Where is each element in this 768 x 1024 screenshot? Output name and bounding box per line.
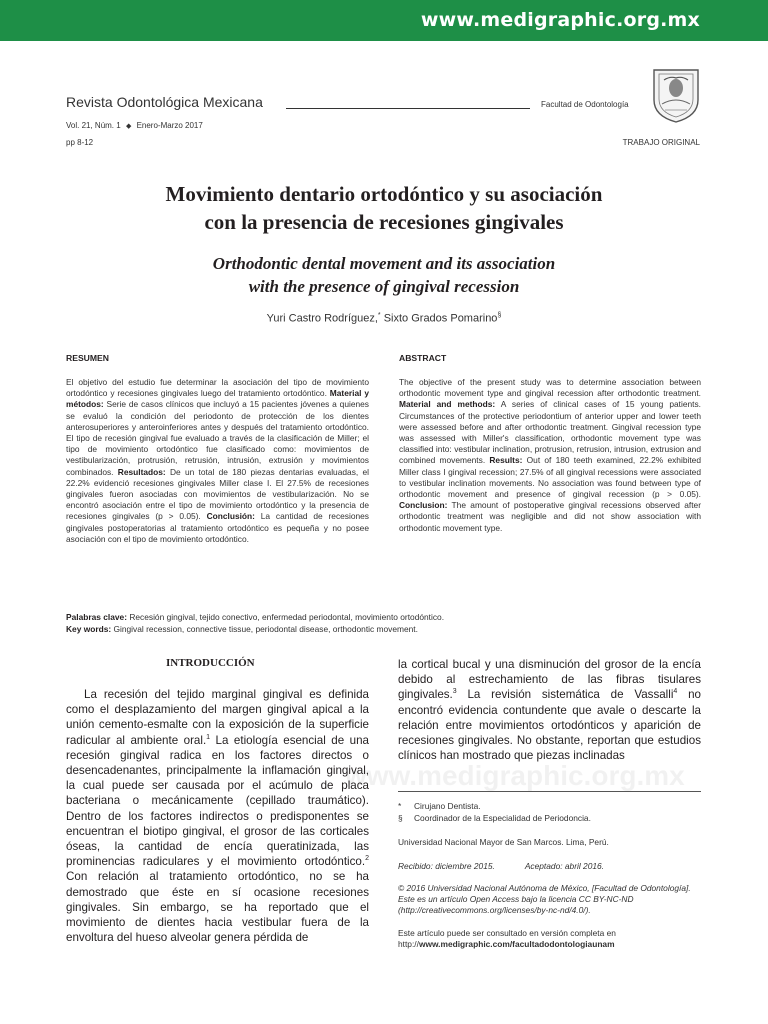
author-1: Yuri Castro Rodríguez,: [266, 312, 378, 325]
resumen-results: De un total de 180 piezas dentarias evaluadas, el 22.2% evidenció recesiones gingivales Miller clase I. El 27.5% de recesiones gingivales fueron asociadas con movimientos de vestibularización. No se encontró asociación entre el tipo de movimiento ortodóntico y la presencia de recesiones gingivales (p > 0.05).: [66, 466, 369, 522]
ref-3: 3: [452, 688, 457, 696]
subtitle-line-2: with the presence of gingival recession: [248, 277, 520, 296]
footnote-2: [398, 813, 591, 823]
abstract-results-label: Results:: [489, 455, 523, 466]
palabras-clave-label: Palabras clave:: [66, 612, 127, 622]
resumen-conclusion: La cantidad de recesiones gingivales postoperatorias al tratamiento ortodóntico es pequeña y no posee asociación con el tipo de movimiento ortodóntico.: [66, 511, 369, 544]
author-2: Sixto Grados Pomarino: [380, 312, 498, 325]
resumen-objective: El objetivo del estudio fue determinar la asociación del tipo de movimiento ortodóntico y recesiones gingivales luego del tratamiento ortodóntico.: [66, 377, 369, 399]
intro-right-column: [398, 657, 701, 763]
affiliation: Universidad Nacional Mayor de San Marcos. Lima, Perú.: [398, 837, 609, 847]
abstract-methods-label: Material and methods:: [399, 399, 496, 410]
resumen-methods-label: Material y métodos:: [66, 388, 369, 410]
subtitle-line-1: Orthodontic dental movement and its association: [212, 254, 556, 273]
online-link-prefix: http://: [398, 939, 419, 950]
intro-left-column: [66, 687, 369, 945]
page-range: pp 8-12: [66, 138, 94, 147]
banner-url[interactable]: www.medigraphic.org.mx: [420, 9, 700, 31]
online-label: Este artículo puede ser consultado en versión completa en: [398, 928, 616, 938]
footnote-1-text: Cirujano Dentista.: [414, 801, 481, 811]
abstract-conclusion: The amount of postoperative gingival recessions observed after orthodontic treatment was negligible and did not show association with orthodontic movement type.: [399, 500, 701, 533]
abstract-conclusion-label: Conclusion:: [399, 500, 448, 511]
footnote-1-mark: *: [398, 801, 402, 811]
title-line-1: Movimiento dentario ortodóntico y su asociación: [165, 182, 603, 206]
ref-4: 4: [673, 688, 678, 696]
article-type: TRABAJO ORIGINAL: [622, 138, 700, 147]
online-link-line: [398, 939, 704, 950]
palabras-clave: [66, 612, 706, 622]
article-title: [100, 180, 668, 236]
dates: [398, 861, 704, 872]
abstract-heading: ABSTRACT: [399, 353, 447, 363]
resumen-results-label: Resultados:: [117, 466, 166, 477]
resumen-body: [66, 377, 369, 545]
key-words-text: Gingival recession, connective tissue, periodontal disease, orthodontic movement.: [111, 624, 418, 634]
footnote-1: [398, 801, 481, 811]
resumen-methods: Serie de casos clínicos que incluyó a 15 pacientes jóvenes a quienes se evaluó la condición del periodonto de protección de los dientes anterosuperiores y anteroinferiores antes y después del tratamiento ortodóntico. El tipo de recesión gingival fue evaluado a través de la clasificación de Miller; el tipo de movimiento ortodóntico fue clasificado como: movimientos de vestibularización, protrusión, retrusión, intrusión, extrusión y movimientos combinados.: [66, 399, 369, 477]
unam-seal-icon: [650, 66, 702, 124]
journal-rule: [286, 108, 530, 109]
top-banner: [0, 0, 768, 41]
intro-text-a: La recesión del tejido marginal gingival es definida como el desplazamiento del margen gingival apical a la unión cemento-esmalte con la exposición de la superficie radicular al ambiente oral.: [66, 688, 369, 747]
intro-text-f: no encontró evidencia contundente que avale o descarte la relación entre movimientos ortodónticos y aparición de recesiones gingivales. No obstante, reportan que estudios clínicos han mostrado que piezas inclinadas: [398, 688, 702, 763]
resumen-heading: RESUMEN: [66, 353, 109, 363]
resumen-conclusion-label: Conclusión:: [206, 511, 255, 522]
key-words: [66, 624, 706, 634]
intro-text-c: Con relación al tratamiento ortodóntico, no se ha demostrado que éste en sí ocasione recesiones gingivales. Sin embargo, se ha reportado que el movimiento de dientes hacia vestibular fuera de la envoltura del hueso alveolar genera pérdida de: [66, 870, 369, 945]
article-subtitle: [100, 252, 668, 298]
abstract-objective: The objective of the present study was to determine association between orthodontic movement type and gingival recession after orthodontic treatment.: [399, 377, 701, 399]
online-link[interactable]: www.medigraphic.com/facultadodontologiaunam: [418, 939, 615, 950]
intro-text-b: La etiología esencial de una recesión gingival radica en los factores directos o desencadenantes, principalmente la inflamación gingival, la cual puede ser causada por el acúmulo de placa bacteriana o mecánicamente (cepillado traumático). Dentro de los factores indirectos o predisponentes se encuentran el biotipo gingival, el grosor de las corticales óseas, la cantidad de encía queratinizada, las prominencias radiculares y el movimiento ortodóntico.: [66, 733, 369, 869]
watermark-text: www.medigraphic.org.mx: [345, 760, 685, 791]
footnote-2-text: Coordinador de la Especialidad de Periodoncia.: [414, 813, 591, 823]
issue-date: Enero-Marzo 2017: [136, 121, 203, 130]
issue-info: [66, 121, 203, 130]
abstract-methods: A series of clinical cases of 15 young patients. Circumstances of the protective periodontium of anterior upper and lower teeth were assessed before and after orthodontic treatment. Gingival recession type was assessed with Miller's classification, orthodontic movement type was classified into: vestibular inclination, protrusion, retrusion, intrusion, extrusion and combined movements.: [399, 399, 701, 466]
ref-2: 2: [365, 855, 369, 863]
footnote-2-mark: §: [398, 813, 403, 823]
diamond-icon: ◆: [125, 123, 132, 130]
faculty-name: Facultad de Odontología: [541, 100, 629, 109]
online-notice: [398, 928, 704, 950]
ref-1: 1: [206, 733, 211, 741]
intro-text-d: la cortical bucal y una disminución del grosor de la encía debido al estrechamiento de las fibras tisulares gingivales.: [398, 658, 701, 702]
volume: Vol. 21, Núm. 1: [66, 121, 121, 130]
author-1-mark: *: [377, 312, 381, 319]
abstract-results: Out of 180 teeth examined, 22.2% exhibited Miller class I gingival recession; 27.5% of all gingival recessions were associated to vestibular inclination movements. No association was found between type of orthodontic movement and presence of gingival recession (p > 0.05).: [399, 455, 701, 500]
title-line-2: con la presencia de recesiones gingivales: [204, 210, 564, 234]
copyright-notice: © 2016 Universidad Nacional Autónoma de México, [Facultad de Odontología]. Este es un artículo Open Access bajo la licencia CC BY-NC-ND (http://creativecommons.org/licenses/by-nc-nd/4.0/).: [398, 883, 691, 916]
palabras-clave-text: Recesión gingival, tejido conectivo, enfermedad periodontal, movimiento ortodóntico.: [127, 612, 445, 622]
authors: [100, 312, 668, 325]
intro-text-e: La revisión sistemática de Vassalli: [456, 688, 674, 702]
key-words-label: Key words:: [66, 624, 112, 634]
author-2-mark: §: [497, 312, 502, 319]
accepted-date: Aceptado: abril 2016.: [524, 861, 604, 871]
watermark: [345, 760, 685, 792]
abstract-body: [399, 377, 701, 534]
intro-heading: INTRODUCCIÓN: [166, 657, 255, 669]
received-date: Recibido: diciembre 2015.: [398, 861, 495, 871]
journal-name: Revista Odontológica Mexicana: [66, 94, 263, 110]
